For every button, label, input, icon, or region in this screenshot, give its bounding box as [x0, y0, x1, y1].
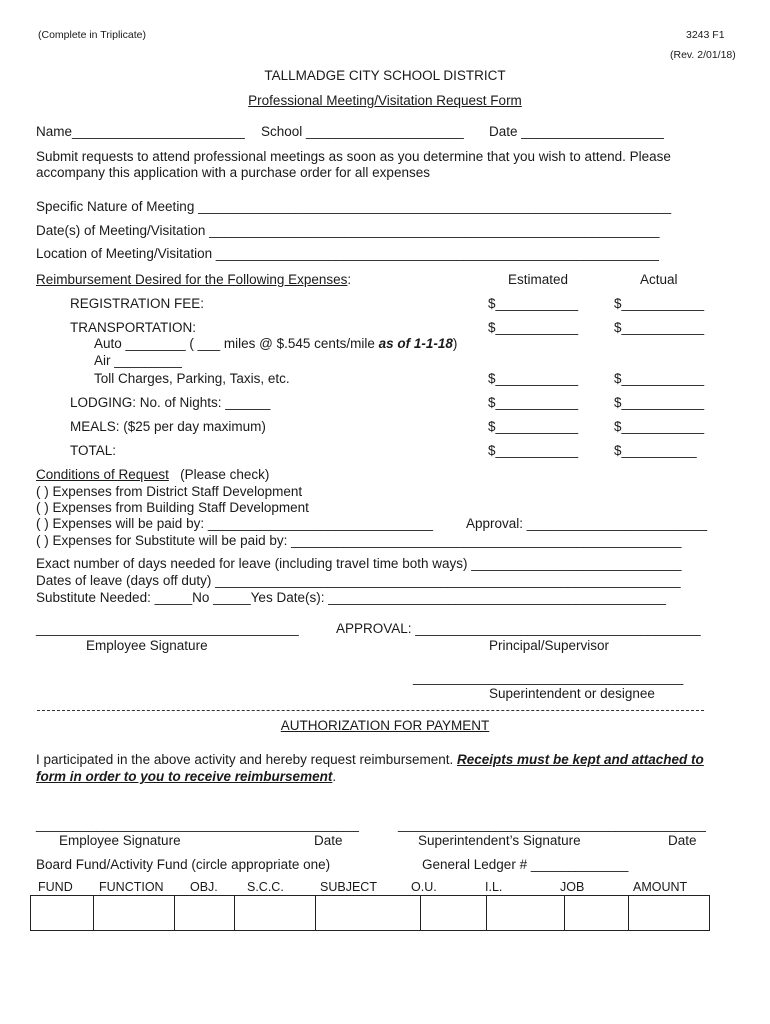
superintendent-label: Superintendent or designee [489, 686, 655, 701]
condition-approval-field[interactable]: Approval: ________________________ [466, 516, 707, 531]
tolls-actual[interactable]: $___________ [614, 371, 705, 386]
authorization-text: I participated in the above activity and hereby request reimbursement. [36, 752, 457, 767]
date-field[interactable]: Date ___________________ [489, 124, 664, 139]
total-label: TOTAL: [70, 443, 117, 458]
general-ledger-field[interactable]: General Ledger # _____________ [422, 857, 629, 872]
conditions-heading [36, 467, 269, 482]
name-field[interactable]: Name_______________________ [36, 124, 245, 139]
form-number: 3243 F1 [686, 29, 725, 41]
meeting-dates-field[interactable]: Date(s) of Meeting/Visitation ____________________________________________________________ [36, 223, 660, 238]
ledger-col-job: JOB [560, 880, 585, 894]
tear-line-divider [37, 710, 704, 711]
tolls-label: Toll Charges, Parking, Taxis, etc. [94, 371, 290, 386]
conditions-heading-text: Conditions of Request [36, 467, 169, 482]
ledger-col-amount: AMOUNT [633, 880, 688, 894]
revision-date: (Rev. 2/01/18) [670, 49, 736, 61]
employee-signature-label: Employee Signature [86, 638, 208, 653]
ledger-col-subject: SUBJECT [320, 880, 377, 894]
board-fund-label: Board Fund/Activity Fund (circle appropriate one) [36, 857, 331, 872]
transportation-label: TRANSPORTATION: [70, 320, 197, 335]
ledger-cell-obj[interactable] [175, 896, 235, 931]
lodging-actual[interactable]: $___________ [614, 395, 705, 410]
payment-employee-signature-line[interactable]: ___________________________________________ [36, 817, 359, 832]
ledger-cell-ou[interactable] [421, 896, 487, 931]
ledger-cell-fund[interactable] [31, 896, 94, 931]
ledger-cell-job[interactable] [565, 896, 629, 931]
principal-label: Principal/Supervisor [489, 638, 610, 653]
meals-actual[interactable]: $___________ [614, 419, 705, 434]
total-estimated[interactable]: $___________ [488, 443, 579, 458]
form-title: Professional Meeting/Visitation Request Form [248, 93, 522, 108]
receipts-note-period: . [332, 769, 337, 784]
payment-superintendent-signature-label: Superintendent’s Signature [418, 833, 581, 848]
ledger-col-fund: FUND [38, 880, 73, 894]
approval-signature-line[interactable]: APPROVAL: ______________________________________ [336, 621, 701, 636]
mileage-effective-date: as of 1-1-18 [378, 336, 453, 351]
ledger-cell-amount[interactable] [629, 896, 710, 931]
payment-superintendent-signature-line[interactable]: _________________________________________ [398, 817, 706, 832]
registration-label: REGISTRATION FEE: [70, 296, 205, 311]
air-line[interactable]: Air _________ [94, 353, 182, 368]
col-estimated: Estimated [508, 272, 569, 287]
registration-actual[interactable]: $___________ [614, 296, 705, 311]
reimbursement-heading [36, 272, 351, 287]
instructions-line-2: accompany this application with a purchase order for all expenses [36, 165, 430, 180]
ledger-table [30, 895, 710, 931]
leave-dates-field[interactable]: Dates of leave (days off duty) ______________________________________________________________ [36, 573, 681, 588]
ledger-col-il: I.L. [485, 880, 503, 894]
ledger-row [31, 896, 710, 931]
col-actual: Actual [640, 272, 678, 287]
authorization-statement [36, 752, 704, 767]
ledger-col-function: FUNCTION [99, 880, 164, 894]
payment-employee-date-label: Date [314, 833, 343, 848]
ledger-col-obj: OBJ. [190, 880, 218, 894]
auto-mileage-line[interactable] [94, 336, 457, 351]
payment-superintendent-date-label: Date [668, 833, 697, 848]
instructions-line-1: Submit requests to attend professional meetings as soon as you determine that you wish to attend. Please [36, 149, 671, 164]
condition-paid-by[interactable]: ( ) Expenses will be paid by: ______________________________ [36, 516, 434, 531]
receipts-note-2: form in order to you to receive reimbursement [36, 769, 333, 784]
district-name: TALLMADGE CITY SCHOOL DISTRICT [264, 68, 506, 83]
receipts-note: Receipts must be kept and attached to [456, 752, 704, 767]
meeting-nature-field[interactable]: Specific Nature of Meeting _______________________________________________________________ [36, 199, 672, 214]
auto-mileage-close: ) [452, 336, 458, 351]
employee-signature-line[interactable]: ___________________________________ [36, 621, 299, 636]
registration-estimated[interactable]: $___________ [488, 296, 579, 311]
meeting-location-field[interactable]: Location of Meeting/Visitation ___________________________________________________________ [36, 246, 659, 261]
total-actual[interactable]: $__________ [614, 443, 697, 458]
leave-days-field[interactable]: Exact number of days needed for leave (including travel time both ways) ____________________________ [36, 556, 682, 571]
transportation-estimated[interactable]: $___________ [488, 320, 579, 335]
please-check-note: (Please check) [180, 467, 270, 482]
ledger-cell-subject[interactable] [316, 896, 421, 931]
reimbursement-heading-colon: : [347, 272, 352, 287]
lodging-estimated[interactable]: $___________ [488, 395, 579, 410]
authorization-title: AUTHORIZATION FOR PAYMENT [280, 718, 490, 733]
auto-mileage-text: Auto ________ ( ___ miles @ $.545 cents/mile [94, 336, 379, 351]
triplicate-note: (Complete in Triplicate) [38, 29, 146, 41]
meals-estimated[interactable]: $___________ [488, 419, 579, 434]
ledger-cell-il[interactable] [487, 896, 565, 931]
tolls-estimated[interactable]: $___________ [488, 371, 579, 386]
school-field[interactable]: School _____________________ [261, 124, 464, 139]
ledger-cell-function[interactable] [94, 896, 175, 931]
authorization-statement-line-2 [36, 769, 336, 784]
superintendent-signature-line[interactable]: ____________________________________ [413, 670, 684, 685]
condition-district-sd[interactable]: ( ) Expenses from District Staff Development [36, 484, 303, 499]
payment-employee-signature-label: Employee Signature [59, 833, 181, 848]
substitute-needed-field[interactable]: Substitute Needed: _____No _____Yes Date(s): _____________________________________________ [36, 590, 667, 605]
transportation-actual[interactable]: $___________ [614, 320, 705, 335]
reimbursement-heading-text: Reimbursement Desired for the Following Expenses [36, 272, 348, 287]
meals-label: MEALS: ($25 per day maximum) [70, 419, 266, 434]
condition-building-sd[interactable]: ( ) Expenses from Building Staff Development [36, 500, 309, 515]
condition-substitute-paid-by[interactable]: ( ) Expenses for Substitute will be paid by: ____________________________________________________ [36, 533, 682, 548]
ledger-cell-scc[interactable] [235, 896, 316, 931]
ledger-col-ou: O.U. [411, 880, 437, 894]
lodging-label[interactable]: LODGING: No. of Nights: ______ [70, 395, 271, 410]
ledger-col-scc: S.C.C. [247, 880, 284, 894]
